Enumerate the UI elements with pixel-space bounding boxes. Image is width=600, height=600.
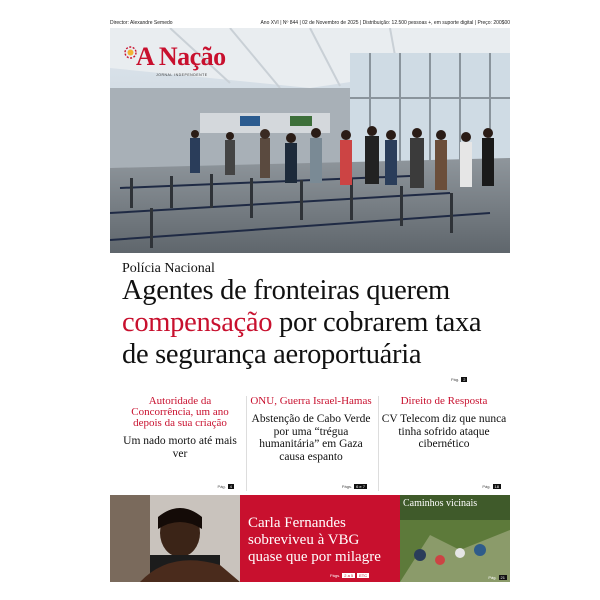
page-label: Pág. (482, 484, 491, 489)
feature-story-box[interactable] (240, 495, 400, 582)
story-title: Abstenção de Cabo Verde por uma “trégua humanitária” em Gaza causa espanto (251, 413, 371, 463)
story-concorrencia[interactable] (118, 396, 242, 491)
section-tag: ETC (359, 573, 368, 578)
caminhos-page-ref (488, 575, 507, 580)
headline-line-3: de segurança aeroportuária (122, 339, 422, 370)
page-number: 2 a 5 (344, 573, 354, 578)
director-line: Director: Alexandre Semedo (110, 20, 173, 26)
page-label: Pág. (451, 377, 460, 382)
story-page-ref (482, 484, 501, 489)
story-kicker: ONU, Guerra Israel-Hamas (250, 395, 372, 407)
page-number: 21 (500, 575, 505, 580)
lead-kicker: Polícia Nacional (122, 261, 215, 276)
headline-line-2: por cobrarem taxa (272, 307, 482, 338)
story-onu[interactable] (246, 396, 375, 491)
page-number: 6 e 7 (356, 484, 365, 489)
woman-portrait-photo (110, 495, 240, 582)
page-label: Págs. (330, 573, 341, 578)
lead-headline[interactable] (122, 275, 502, 371)
story-cv-telecom[interactable] (378, 396, 509, 491)
headline-highlight: compensação (122, 307, 273, 338)
page-label: Págs. (341, 484, 353, 489)
story-title: Um nado morto até mais ver (123, 435, 237, 460)
page-label: Pág. (217, 484, 226, 489)
secondary-stories (110, 396, 510, 491)
story-kicker: Direito de Resposta (400, 395, 488, 407)
story-page-ref (218, 484, 234, 489)
issue-info: Ano XVI | Nº 844 | 02 de Novembro de 2025 | Distribuição: 12.500 pessoas +, em suporte digital | Preço: 200$00 (260, 20, 510, 26)
page-number: 2 (463, 377, 466, 382)
logo-subtitle: JORNAL INDEPENDENTE (156, 73, 208, 77)
caminhos-vicinais-photo[interactable] (400, 495, 510, 582)
story-page-ref (342, 484, 367, 489)
newspaper-front-page (110, 18, 510, 582)
feature-page-ref (330, 573, 369, 578)
story-title: CV Telecom diz que nunca tinha sofrido ataque cibernético (381, 413, 507, 450)
page-number: 18 (494, 484, 499, 489)
page-label: Pág. (488, 575, 497, 580)
masthead-bar (110, 18, 510, 28)
story-kicker: Autoridade da Concorrência, um ano depois da sua criação (131, 395, 229, 429)
newspaper-logo (118, 42, 238, 78)
feature-headline: Carla Fernandes sobreviveu à VBG quase que por milagre (248, 515, 381, 565)
caminhos-caption: Caminhos vicinais (403, 498, 478, 509)
page-number: 4 (229, 484, 232, 489)
lead-page-ref (451, 377, 467, 382)
bottom-band (110, 495, 510, 582)
logo-text: A Nação (136, 42, 226, 71)
headline-line-1: Agentes de fronteiras querem (122, 275, 450, 306)
